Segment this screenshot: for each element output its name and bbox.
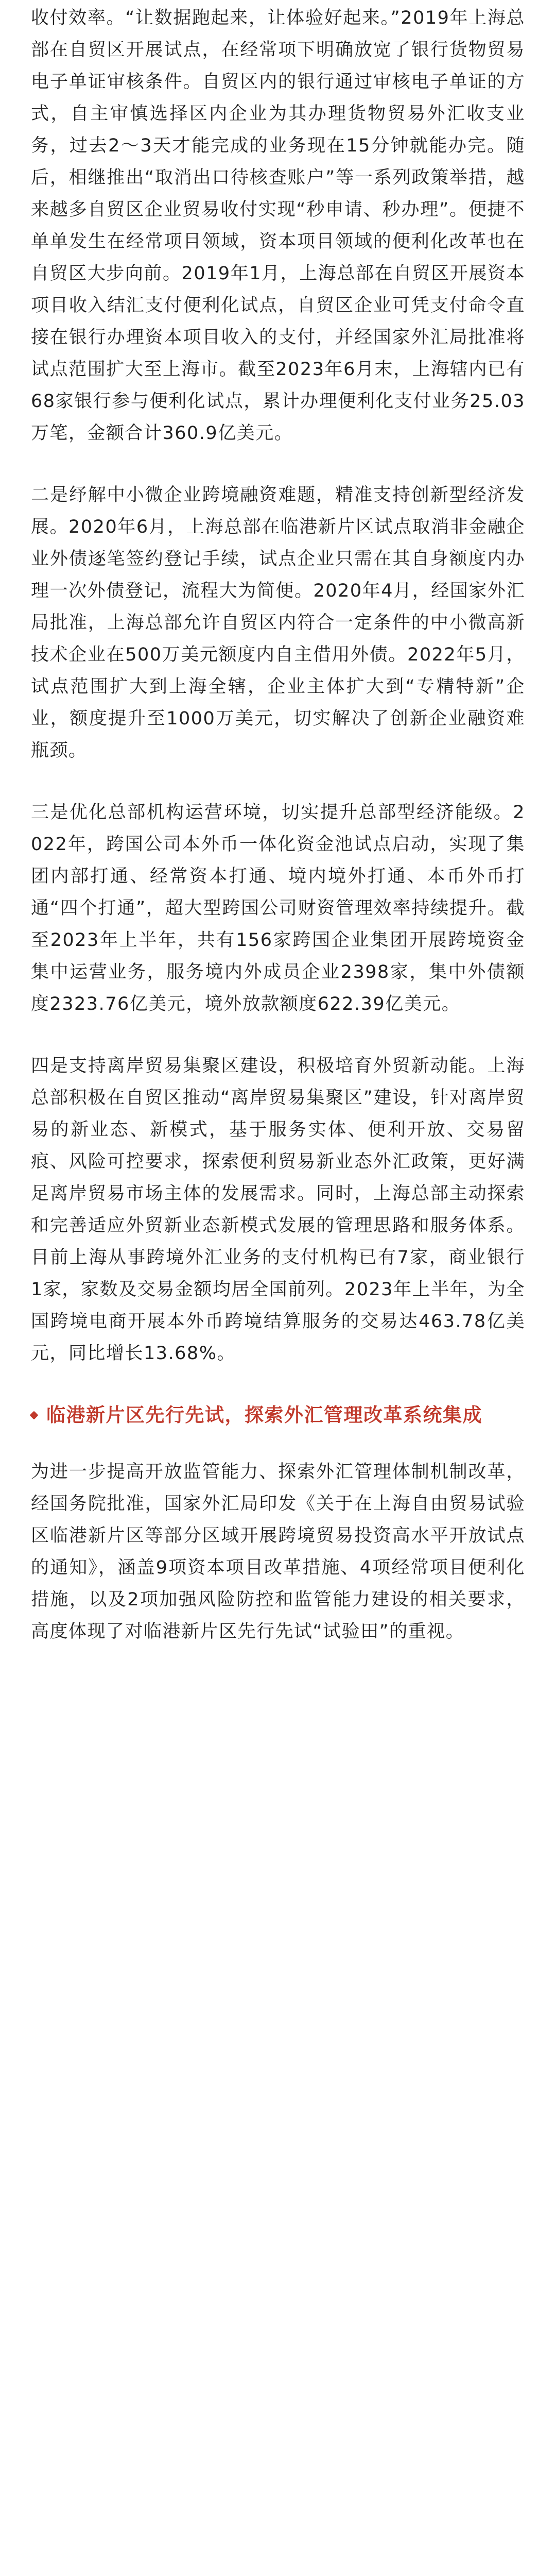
paragraph-trade-facilitation: 收付效率。“让数据跑起来，让体验好起来。”2019年上海总部在自贸区开展试点，在经常项下明确放宽了银行货物贸易电子单证审核条件。自贸区内的银行通过审核电子单证的方式，自主审慎选择区内企业为其办理货物贸易外汇收支业务，过去2～3天才能完成的业务现在15分钟就能办完。随后，相继推出“取消出口待核查账户”等一系列政策举措，越来越多自贸区企业贸易收付实现“秒申请、秒办理”。便捷不单单发生在经常项目领域，资本项目领域的便利化改革也在自贸区大步向前。2019年1月，上海总部在自贸区开展资本项目收入结汇支付便利化试点，自贸区企业可凭支付命令直接在银行办理资本项目收入的支付，并经国家外汇局批准将试点范围扩大至上海市。截至2023年6月末，上海辖内已有68家银行参与便利化试点，累计办理便利化支付业务25.03万笔，金额合计360.9亿美元。 bbox=[31, 8, 525, 444]
paragraph-lingang-pilot: 为进一步提高开放监管能力、探索外汇管理体制机制改革，经国务院批准，国家外汇局印发《关于在上海自由贸易试验区临港新片区等部分区域开展跨境贸易投资高水平开放试点的通知》，涵盖9项资本项目改革措施、4项经常项目便利化措施，以及2项加强风险防控和监管能力建设的相关要求，高度体现了对临港新片区先行先试“试验田”的重视。 bbox=[31, 1462, 525, 1642]
paragraph-headquarters-environment: 三是优化总部机构运营环境，切实提升总部型经济能级。2022年，跨国公司本外币一体化资金池试点启动，实现了集团内部打通、经常资本打通、境内境外打通、本币外币打通“四个打通”，超大型跨国公司财资管理效率持续提升。截至2023年上半年，共有156家跨国企业集团开展跨境资金集中运营业务，服务境内外成员企业2398家，集中外债额度2323.76亿美元，境外放款额度622.39亿美元。 bbox=[31, 802, 525, 1014]
article-body bbox=[0, 2, 556, 1648]
paragraph-offshore-trade: 四是支持离岸贸易集聚区建设，积极培育外贸新动能。上海总部积极在自贸区推动“离岸贸易集聚区”建设，针对离岸贸易的新业态、新模式，基于服务实体、便利开放、交易留痕、风险可控要求，探索便利贸易新业态外汇政策，更好满足离岸贸易市场主体的发展需求。同时，上海总部主动探索和完善适应外贸新业态新模式发展的管理思路和服务体系。目前上海从事跨境外汇业务的支付机构已有7家，商业银行1家，家数及交易金额均居全国前列。2023年上半年，为全国跨境电商开展本外币跨境结算服务的交易达463.78亿美元，同比增长13.68%。 bbox=[31, 1056, 525, 1364]
section-heading bbox=[31, 1399, 525, 1431]
diamond-bullet-icon bbox=[31, 1399, 46, 1431]
section-title: 临港新片区先行先试，探索外汇管理改革系统集成 bbox=[46, 1404, 482, 1426]
paragraph-sme-financing: 二是纾解中小微企业跨境融资难题，精准支持创新型经济发展。2020年6月，上海总部在临港新片区试点取消非金融企业外债逐笔签约登记手续，试点企业只需在其自身额度内办理一次外债登记，流程大为简便。2020年4月，经国家外汇局批准，上海总部允许自贸区内符合一定条件的中小微高新技术企业在500万美元额度内自主借用外债。2022年5月，试点范围扩大到上海全辖，企业主体扩大到“专精特新”企业，额度提升至1000万美元，切实解决了创新企业融资难瓶颈。 bbox=[31, 485, 525, 761]
